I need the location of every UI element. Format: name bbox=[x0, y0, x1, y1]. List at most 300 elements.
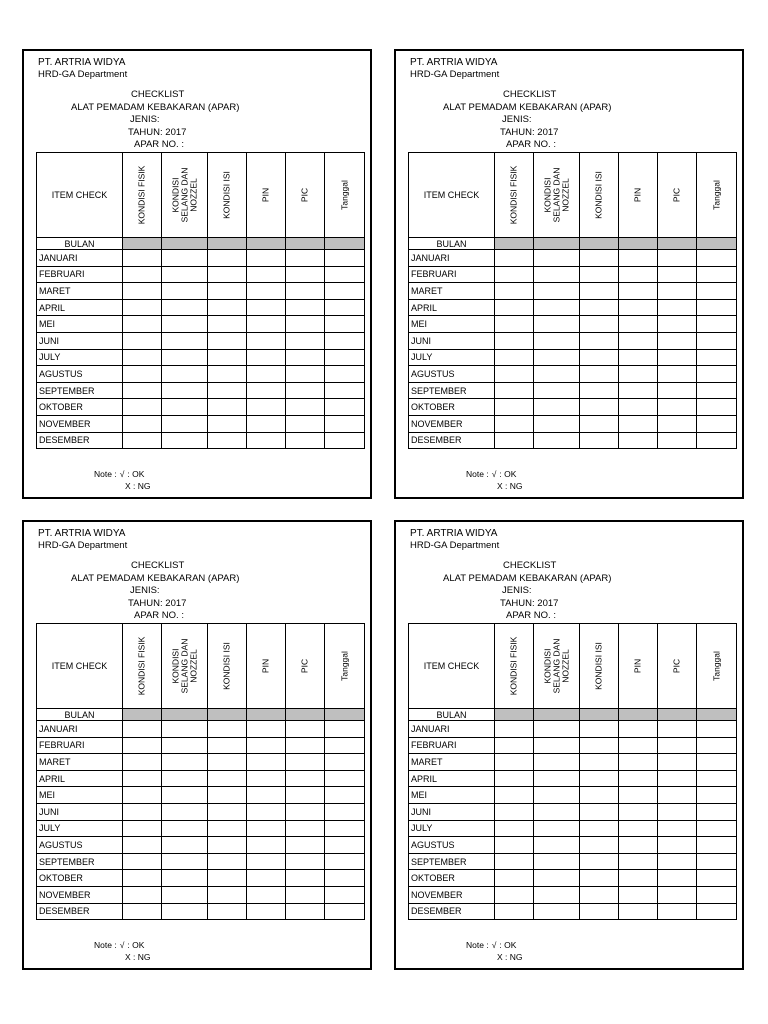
check-cell[interactable] bbox=[325, 432, 365, 449]
check-cell[interactable] bbox=[247, 432, 286, 449]
check-cell[interactable] bbox=[162, 787, 208, 804]
check-cell[interactable] bbox=[208, 770, 247, 787]
check-cell[interactable] bbox=[658, 366, 697, 383]
check-cell[interactable] bbox=[286, 299, 325, 316]
check-cell[interactable] bbox=[580, 382, 619, 399]
ng-text: : NG bbox=[133, 952, 151, 962]
check-cell[interactable] bbox=[162, 820, 208, 837]
check-cell[interactable] bbox=[619, 382, 658, 399]
check-cell[interactable] bbox=[495, 737, 534, 754]
check-cell[interactable] bbox=[658, 770, 697, 787]
check-cell[interactable] bbox=[495, 853, 534, 870]
check-cell[interactable] bbox=[619, 332, 658, 349]
check-cell[interactable] bbox=[325, 737, 365, 754]
month-row bbox=[409, 366, 737, 383]
check-cell[interactable] bbox=[658, 316, 697, 333]
check-cell[interactable] bbox=[162, 903, 208, 920]
check-cell[interactable] bbox=[286, 366, 325, 383]
check-cell[interactable] bbox=[247, 250, 286, 267]
check-cell[interactable] bbox=[123, 820, 162, 837]
check-cell[interactable] bbox=[619, 754, 658, 771]
check-cell[interactable] bbox=[247, 399, 286, 416]
check-cell[interactable] bbox=[162, 366, 208, 383]
check-cell[interactable] bbox=[619, 266, 658, 283]
check-cell[interactable] bbox=[534, 770, 580, 787]
check-cell[interactable] bbox=[325, 332, 365, 349]
check-cell[interactable] bbox=[247, 770, 286, 787]
check-cell[interactable] bbox=[325, 283, 365, 300]
check-cell[interactable] bbox=[658, 382, 697, 399]
check-cell[interactable] bbox=[286, 803, 325, 820]
check-cell[interactable] bbox=[162, 432, 208, 449]
check-cell[interactable] bbox=[286, 432, 325, 449]
check-cell[interactable] bbox=[495, 787, 534, 804]
check-cell[interactable] bbox=[247, 332, 286, 349]
check-cell[interactable] bbox=[619, 283, 658, 300]
check-cell[interactable] bbox=[534, 299, 580, 316]
check-cell[interactable] bbox=[580, 399, 619, 416]
check-cell[interactable] bbox=[495, 366, 534, 383]
check-cell[interactable] bbox=[658, 837, 697, 854]
check-cell[interactable] bbox=[162, 803, 208, 820]
check-cell[interactable] bbox=[286, 349, 325, 366]
check-cell[interactable] bbox=[534, 721, 580, 738]
check-cell[interactable] bbox=[697, 820, 737, 837]
check-cell[interactable] bbox=[208, 382, 247, 399]
check-cell[interactable] bbox=[658, 349, 697, 366]
check-cell[interactable] bbox=[697, 283, 737, 300]
check-cell[interactable] bbox=[658, 332, 697, 349]
check-cell[interactable] bbox=[123, 837, 162, 854]
check-cell[interactable] bbox=[495, 820, 534, 837]
check-cell[interactable] bbox=[208, 266, 247, 283]
check-cell[interactable] bbox=[658, 820, 697, 837]
check-cell[interactable] bbox=[580, 770, 619, 787]
month-label: JULY bbox=[37, 349, 123, 366]
check-cell[interactable] bbox=[697, 803, 737, 820]
check-cell[interactable] bbox=[162, 283, 208, 300]
check-cell[interactable] bbox=[534, 432, 580, 449]
check-cell[interactable] bbox=[658, 432, 697, 449]
check-cell[interactable] bbox=[580, 787, 619, 804]
check-cell[interactable] bbox=[162, 886, 208, 903]
check-cell[interactable] bbox=[286, 870, 325, 887]
check-cell[interactable] bbox=[580, 332, 619, 349]
check-cell[interactable] bbox=[619, 770, 658, 787]
check-cell[interactable] bbox=[162, 853, 208, 870]
check-cell[interactable] bbox=[286, 316, 325, 333]
check-cell[interactable] bbox=[619, 886, 658, 903]
check-cell[interactable] bbox=[697, 250, 737, 267]
check-cell[interactable] bbox=[534, 737, 580, 754]
check-cell[interactable] bbox=[325, 316, 365, 333]
check-cell[interactable] bbox=[286, 820, 325, 837]
column-header bbox=[247, 153, 286, 238]
check-cell[interactable] bbox=[208, 754, 247, 771]
check-cell[interactable] bbox=[208, 853, 247, 870]
check-cell[interactable] bbox=[247, 886, 286, 903]
check-cell[interactable] bbox=[495, 382, 534, 399]
check-cell[interactable] bbox=[208, 316, 247, 333]
check-cell[interactable] bbox=[534, 415, 580, 432]
shaded-cell bbox=[162, 238, 208, 250]
check-cell[interactable] bbox=[697, 299, 737, 316]
check-cell[interactable] bbox=[123, 886, 162, 903]
check-cell[interactable] bbox=[619, 903, 658, 920]
check-cell[interactable] bbox=[658, 737, 697, 754]
check-cell[interactable] bbox=[325, 770, 365, 787]
check-cell[interactable] bbox=[580, 820, 619, 837]
check-cell[interactable] bbox=[580, 349, 619, 366]
check-cell[interactable] bbox=[247, 870, 286, 887]
check-cell[interactable] bbox=[325, 266, 365, 283]
check-cell[interactable] bbox=[658, 415, 697, 432]
check-cell[interactable] bbox=[658, 283, 697, 300]
check-cell[interactable] bbox=[286, 721, 325, 738]
check-cell[interactable] bbox=[580, 721, 619, 738]
check-cell[interactable] bbox=[247, 903, 286, 920]
check-cell[interactable] bbox=[286, 837, 325, 854]
check-cell[interactable] bbox=[325, 415, 365, 432]
check-cell[interactable] bbox=[697, 415, 737, 432]
check-cell[interactable] bbox=[495, 837, 534, 854]
check-cell[interactable] bbox=[697, 332, 737, 349]
check-cell[interactable] bbox=[123, 332, 162, 349]
check-cell[interactable] bbox=[619, 853, 658, 870]
check-cell[interactable] bbox=[495, 415, 534, 432]
check-cell[interactable] bbox=[123, 399, 162, 416]
check-cell[interactable] bbox=[208, 399, 247, 416]
check-cell[interactable] bbox=[247, 316, 286, 333]
check-cell[interactable] bbox=[286, 903, 325, 920]
check-cell[interactable] bbox=[534, 886, 580, 903]
check-cell[interactable] bbox=[495, 903, 534, 920]
check-cell[interactable] bbox=[208, 250, 247, 267]
check-cell[interactable] bbox=[123, 737, 162, 754]
check-cell[interactable] bbox=[495, 432, 534, 449]
check-cell[interactable] bbox=[325, 837, 365, 854]
check-cell[interactable] bbox=[162, 870, 208, 887]
column-header bbox=[123, 153, 162, 238]
check-cell[interactable] bbox=[658, 853, 697, 870]
check-cell[interactable] bbox=[697, 266, 737, 283]
check-cell[interactable] bbox=[619, 349, 658, 366]
check-cell[interactable] bbox=[208, 283, 247, 300]
month-label: JUNI bbox=[409, 332, 495, 349]
check-cell[interactable] bbox=[697, 903, 737, 920]
check-cell[interactable] bbox=[580, 903, 619, 920]
check-cell[interactable] bbox=[123, 415, 162, 432]
check-cell[interactable] bbox=[658, 299, 697, 316]
check-cell[interactable] bbox=[247, 299, 286, 316]
check-cell[interactable] bbox=[619, 316, 658, 333]
check-cell[interactable] bbox=[162, 837, 208, 854]
check-cell[interactable] bbox=[495, 283, 534, 300]
check-cell[interactable] bbox=[495, 721, 534, 738]
check-cell[interactable] bbox=[580, 853, 619, 870]
check-cell[interactable] bbox=[580, 299, 619, 316]
check-cell[interactable] bbox=[162, 737, 208, 754]
check-cell[interactable] bbox=[162, 250, 208, 267]
check-cell[interactable] bbox=[580, 837, 619, 854]
check-cell[interactable] bbox=[658, 250, 697, 267]
check-cell[interactable] bbox=[123, 870, 162, 887]
check-cell[interactable] bbox=[534, 754, 580, 771]
check-cell[interactable] bbox=[495, 770, 534, 787]
note-label: Note : bbox=[466, 469, 489, 479]
check-cell[interactable] bbox=[534, 837, 580, 854]
check-cell[interactable] bbox=[286, 415, 325, 432]
check-cell[interactable] bbox=[286, 754, 325, 771]
check-cell[interactable] bbox=[619, 299, 658, 316]
check-cell[interactable] bbox=[658, 754, 697, 771]
check-cell[interactable] bbox=[619, 837, 658, 854]
check-cell[interactable] bbox=[247, 803, 286, 820]
check-cell[interactable] bbox=[162, 754, 208, 771]
check-cell[interactable] bbox=[619, 803, 658, 820]
check-cell[interactable] bbox=[619, 366, 658, 383]
check-cell[interactable] bbox=[162, 415, 208, 432]
check-cell[interactable] bbox=[162, 266, 208, 283]
check-cell[interactable] bbox=[495, 886, 534, 903]
check-cell[interactable] bbox=[286, 853, 325, 870]
check-cell[interactable] bbox=[286, 382, 325, 399]
check-cell[interactable] bbox=[495, 803, 534, 820]
check-cell[interactable] bbox=[286, 250, 325, 267]
check-cell[interactable] bbox=[534, 283, 580, 300]
check-cell[interactable] bbox=[286, 283, 325, 300]
check-cell[interactable] bbox=[162, 399, 208, 416]
check-cell[interactable] bbox=[534, 349, 580, 366]
check-cell[interactable] bbox=[208, 349, 247, 366]
check-cell[interactable] bbox=[658, 870, 697, 887]
check-cell[interactable] bbox=[495, 399, 534, 416]
check-cell[interactable] bbox=[619, 432, 658, 449]
check-cell[interactable] bbox=[495, 316, 534, 333]
check-cell[interactable] bbox=[208, 886, 247, 903]
check-cell[interactable] bbox=[619, 820, 658, 837]
check-cell[interactable] bbox=[247, 820, 286, 837]
check-cell[interactable] bbox=[208, 820, 247, 837]
check-cell[interactable] bbox=[534, 332, 580, 349]
check-cell[interactable] bbox=[123, 432, 162, 449]
check-cell[interactable] bbox=[580, 886, 619, 903]
check-cell[interactable] bbox=[534, 820, 580, 837]
check-cell[interactable] bbox=[162, 770, 208, 787]
check-cell[interactable] bbox=[697, 382, 737, 399]
check-cell[interactable] bbox=[658, 399, 697, 416]
check-cell[interactable] bbox=[325, 349, 365, 366]
check-cell[interactable] bbox=[325, 903, 365, 920]
check-cell[interactable] bbox=[286, 787, 325, 804]
check-cell[interactable] bbox=[534, 903, 580, 920]
check-cell[interactable] bbox=[247, 837, 286, 854]
check-cell[interactable] bbox=[123, 770, 162, 787]
check-cell[interactable] bbox=[658, 721, 697, 738]
check-cell[interactable] bbox=[658, 886, 697, 903]
check-cell[interactable] bbox=[325, 787, 365, 804]
check-cell[interactable] bbox=[697, 754, 737, 771]
check-cell[interactable] bbox=[619, 415, 658, 432]
check-cell[interactable] bbox=[208, 837, 247, 854]
check-cell[interactable] bbox=[286, 332, 325, 349]
check-cell[interactable] bbox=[123, 349, 162, 366]
check-cell[interactable] bbox=[123, 283, 162, 300]
check-cell[interactable] bbox=[697, 399, 737, 416]
check-cell[interactable] bbox=[325, 820, 365, 837]
check-cell[interactable] bbox=[534, 870, 580, 887]
check-cell[interactable] bbox=[658, 787, 697, 804]
check-cell[interactable] bbox=[247, 266, 286, 283]
check-cell[interactable] bbox=[247, 754, 286, 771]
check-cell[interactable] bbox=[534, 803, 580, 820]
check-cell[interactable] bbox=[123, 299, 162, 316]
check-cell[interactable] bbox=[580, 870, 619, 887]
check-cell[interactable] bbox=[208, 366, 247, 383]
check-cell[interactable] bbox=[208, 721, 247, 738]
check-cell[interactable] bbox=[325, 721, 365, 738]
check-cell[interactable] bbox=[580, 737, 619, 754]
check-cell[interactable] bbox=[534, 853, 580, 870]
check-cell[interactable] bbox=[123, 853, 162, 870]
check-cell[interactable] bbox=[286, 737, 325, 754]
check-cell[interactable] bbox=[162, 349, 208, 366]
check-cell[interactable] bbox=[123, 250, 162, 267]
check-cell[interactable] bbox=[580, 415, 619, 432]
check-cell[interactable] bbox=[162, 332, 208, 349]
check-cell[interactable] bbox=[208, 903, 247, 920]
check-cell[interactable] bbox=[162, 721, 208, 738]
check-cell[interactable] bbox=[619, 737, 658, 754]
check-cell[interactable] bbox=[580, 803, 619, 820]
check-cell[interactable] bbox=[495, 754, 534, 771]
check-cell[interactable] bbox=[123, 366, 162, 383]
month-label: AGUSTUS bbox=[409, 837, 495, 854]
check-cell[interactable] bbox=[619, 721, 658, 738]
check-cell[interactable] bbox=[247, 737, 286, 754]
check-cell[interactable] bbox=[534, 266, 580, 283]
check-cell[interactable] bbox=[247, 787, 286, 804]
check-cell[interactable] bbox=[286, 399, 325, 416]
check-cell[interactable] bbox=[123, 787, 162, 804]
check-cell[interactable] bbox=[495, 870, 534, 887]
check-cell[interactable] bbox=[534, 399, 580, 416]
check-cell[interactable] bbox=[162, 299, 208, 316]
check-cell[interactable] bbox=[208, 299, 247, 316]
check-cell[interactable] bbox=[247, 382, 286, 399]
check-cell[interactable] bbox=[325, 754, 365, 771]
check-cell[interactable] bbox=[325, 803, 365, 820]
check-cell[interactable] bbox=[208, 432, 247, 449]
month-label: DESEMBER bbox=[37, 432, 123, 449]
check-cell[interactable] bbox=[697, 737, 737, 754]
check-cell[interactable] bbox=[619, 870, 658, 887]
check-cell[interactable] bbox=[534, 382, 580, 399]
check-cell[interactable] bbox=[580, 316, 619, 333]
check-cell[interactable] bbox=[580, 754, 619, 771]
check-cell[interactable] bbox=[697, 432, 737, 449]
check-cell[interactable] bbox=[619, 787, 658, 804]
check-cell[interactable] bbox=[619, 399, 658, 416]
check-cell[interactable] bbox=[325, 366, 365, 383]
check-cell[interactable] bbox=[325, 399, 365, 416]
check-cell[interactable] bbox=[208, 332, 247, 349]
check-cell[interactable] bbox=[534, 787, 580, 804]
check-cell[interactable] bbox=[697, 349, 737, 366]
check-cell[interactable] bbox=[534, 316, 580, 333]
check-cell[interactable] bbox=[495, 266, 534, 283]
check-cell[interactable] bbox=[325, 886, 365, 903]
check-cell[interactable] bbox=[495, 332, 534, 349]
check-cell[interactable] bbox=[208, 737, 247, 754]
check-cell[interactable] bbox=[325, 250, 365, 267]
check-cell[interactable] bbox=[697, 770, 737, 787]
check-cell[interactable] bbox=[247, 415, 286, 432]
check-cell[interactable] bbox=[534, 366, 580, 383]
check-cell[interactable] bbox=[697, 870, 737, 887]
check-cell[interactable] bbox=[208, 415, 247, 432]
column-header bbox=[286, 624, 325, 709]
check-cell[interactable] bbox=[325, 870, 365, 887]
check-cell[interactable] bbox=[247, 366, 286, 383]
check-cell[interactable] bbox=[580, 250, 619, 267]
check-cell[interactable] bbox=[286, 886, 325, 903]
check-cell[interactable] bbox=[697, 316, 737, 333]
check-cell[interactable] bbox=[697, 853, 737, 870]
check-cell[interactable] bbox=[697, 886, 737, 903]
check-cell[interactable] bbox=[580, 366, 619, 383]
check-cell[interactable] bbox=[123, 382, 162, 399]
check-cell[interactable] bbox=[247, 721, 286, 738]
check-cell[interactable] bbox=[123, 803, 162, 820]
check-cell[interactable] bbox=[247, 283, 286, 300]
check-cell[interactable] bbox=[697, 787, 737, 804]
check-cell[interactable] bbox=[495, 250, 534, 267]
check-cell[interactable] bbox=[580, 266, 619, 283]
check-cell[interactable] bbox=[534, 250, 580, 267]
check-cell[interactable] bbox=[658, 903, 697, 920]
check-cell[interactable] bbox=[208, 870, 247, 887]
check-cell[interactable] bbox=[123, 266, 162, 283]
check-cell[interactable] bbox=[697, 837, 737, 854]
check-cell[interactable] bbox=[123, 721, 162, 738]
check-cell[interactable] bbox=[208, 803, 247, 820]
check-cell[interactable] bbox=[658, 803, 697, 820]
month-row bbox=[409, 415, 737, 432]
check-cell[interactable] bbox=[325, 299, 365, 316]
check-cell[interactable] bbox=[162, 382, 208, 399]
check-cell[interactable] bbox=[658, 266, 697, 283]
check-cell[interactable] bbox=[162, 316, 208, 333]
check-cell[interactable] bbox=[286, 266, 325, 283]
check-cell[interactable] bbox=[286, 770, 325, 787]
check-cell[interactable] bbox=[495, 349, 534, 366]
check-cell[interactable] bbox=[495, 299, 534, 316]
check-cell[interactable] bbox=[325, 382, 365, 399]
check-cell[interactable] bbox=[123, 754, 162, 771]
check-cell[interactable] bbox=[580, 283, 619, 300]
check-cell[interactable] bbox=[325, 853, 365, 870]
check-cell[interactable] bbox=[697, 366, 737, 383]
check-cell[interactable] bbox=[247, 349, 286, 366]
check-cell[interactable] bbox=[208, 787, 247, 804]
check-cell[interactable] bbox=[697, 721, 737, 738]
check-cell[interactable] bbox=[123, 316, 162, 333]
check-cell[interactable] bbox=[619, 250, 658, 267]
check-cell[interactable] bbox=[247, 853, 286, 870]
check-cell[interactable] bbox=[580, 432, 619, 449]
check-cell[interactable] bbox=[123, 903, 162, 920]
